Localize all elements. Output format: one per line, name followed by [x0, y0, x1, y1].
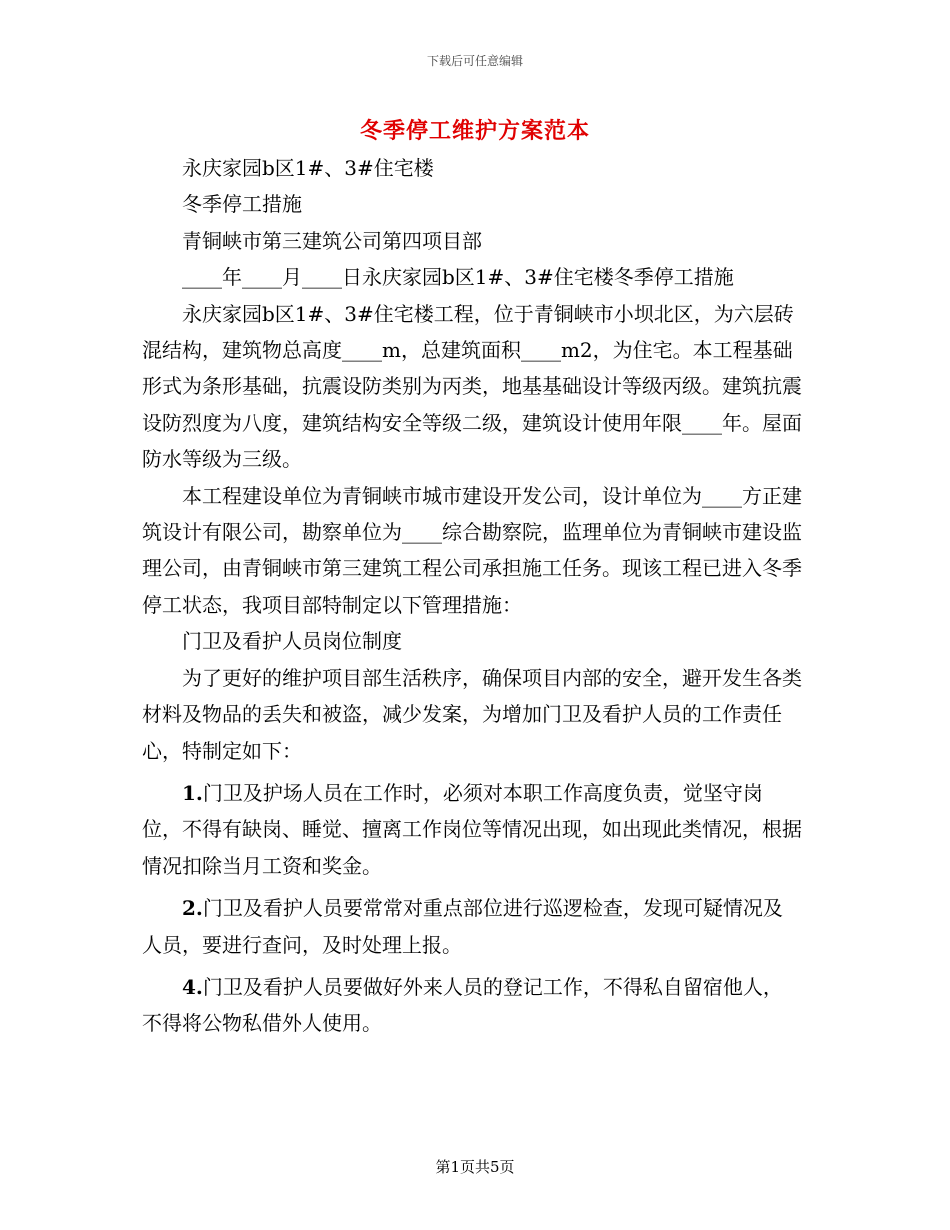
page-footer: 第1页共5页	[435, 1158, 515, 1176]
paragraph-intro: 为了更好的维护项目部生活秩序，确保项目内部的安全，避开发生各类材料及物品的丢失和被盗，减少发案，为增加门卫及看护人员的工作责任心，特制定如下：	[142, 665, 802, 763]
document-title: 冬季停工维护方案范本	[359, 118, 590, 144]
item-text: 门卫及看护人员要做好外来人员的登记工作，不得私自留宿他人，不得将公物私借外人使用。	[142, 974, 783, 1036]
paragraph-company: 青铜峡市第三建筑公司第四项目部	[182, 228, 482, 253]
item-text: 门卫及护场人员在工作时，必须对本职工作高度负责，觉坚守岗位，不得有缺岗、睡觉、擅离工作岗位等情况出现，如出现此类情况，根据情况扣除当月工资和奖金。	[142, 780, 802, 878]
paragraph-overview: 永庆家园b区1#、3#住宅楼工程，位于青铜峡市小坝北区，为六层砖混结构，建筑物总高度____m，总建筑面积____m2，为住宅。本工程基础形式为条形基础，抗震设防类别为丙类，地基基础设计等级丙级。建筑抗震设防烈度为八度，建筑结构安全等级二级，建筑设计使用年限____年。屋面防水等级为三级。	[142, 301, 802, 472]
numbered-item	[142, 775, 802, 884]
paragraph-units: 本工程建设单位为青铜峡市城市建设开发公司，设计单位为____方正建筑设计有限公司，勘察单位为____综合勘察院，监理单位为青铜峡市建设监理公司，由青铜峡市第三建筑工程公司承担施工任务。现该工程已进入冬季停工状态，我项目部特制定以下管理措施：	[142, 483, 802, 617]
numbered-item	[142, 890, 802, 963]
numbered-item	[142, 969, 802, 1042]
item-number: 2.	[182, 896, 203, 921]
paragraph-date-line: ____年____月____日永庆家园b区1#、3#住宅楼冬季停工措施	[182, 265, 734, 290]
paragraph-project-name: 永庆家园b区1#、3#住宅楼	[182, 156, 434, 180]
item-number: 1.	[182, 780, 203, 805]
paragraph-subtitle: 冬季停工措施	[182, 192, 302, 217]
item-number: 4.	[182, 974, 203, 999]
header-note: 下载后可任意编辑	[426, 54, 523, 68]
item-text: 门卫及看护人员要常常对重点部位进行巡逻检查，发现可疑情况及人员，要进行查问，及时处理上报。	[142, 896, 783, 957]
paragraph-section-heading: 门卫及看护人员岗位制度	[182, 629, 402, 654]
document-body	[142, 150, 802, 1042]
